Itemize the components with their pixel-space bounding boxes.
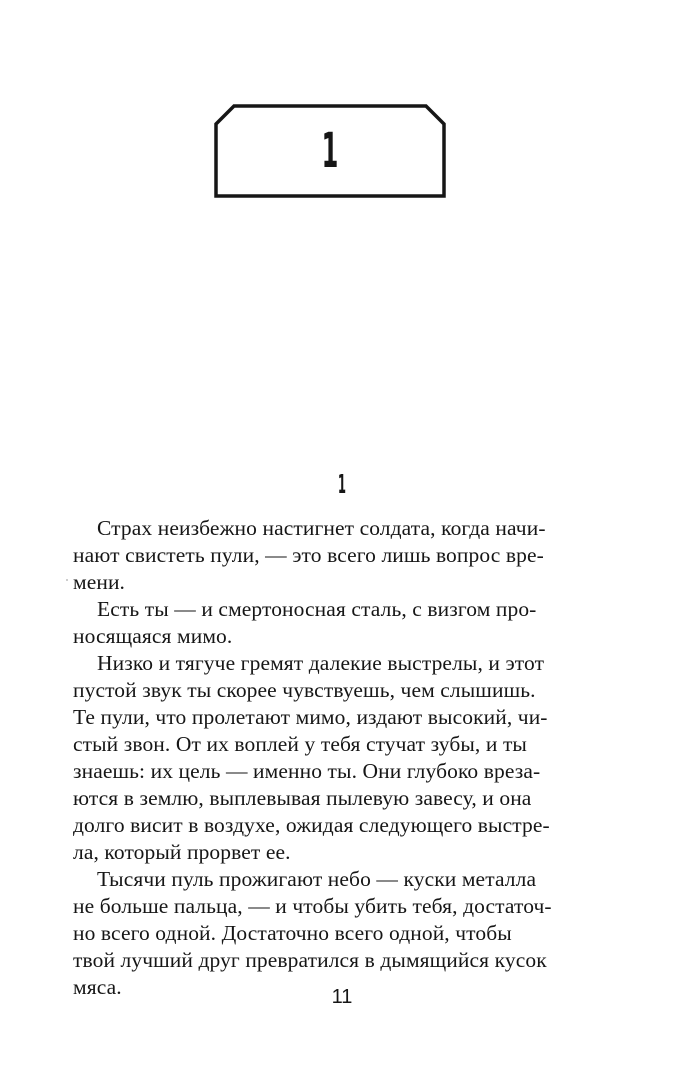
text-line: Низко и тягуче гремят далекие выстрелы, и этот [97, 651, 545, 675]
text-line: ла, который прорвет ее. [73, 840, 291, 864]
page-number: 11 [331, 986, 353, 1008]
text-line: мени. [73, 570, 126, 594]
chapter-number: 1 [321, 123, 339, 179]
body-text [73, 515, 594, 1001]
section-number: 1 [337, 470, 347, 500]
text-line: Те пули, что пролетают мимо, издают высокий, чи- [73, 705, 548, 729]
text-line: Тысячи пуль прожигают небо — куски металла [97, 867, 537, 891]
text-line: знаешь: их цель — именно ты. Они глубоко вреза- [73, 759, 541, 783]
text-line: пустой звук ты скорее чувствуешь, чем слышишь. [73, 678, 536, 702]
text-line: стый звон. От их воплей у тебя стучат зубы, и ты [73, 732, 527, 756]
text-line: ются в землю, выплевывая пылевую завесу, и она [73, 786, 532, 810]
text-line: Страх неизбежно настигнет солдата, когда начи- [97, 516, 546, 540]
text-line: носящаяся мимо. [73, 624, 233, 648]
text-line: не больше пальца, — и чтобы убить тебя, достаточ- [73, 894, 552, 918]
text-line: твой лучший друг превратился в дымящийся кусок [73, 948, 547, 972]
page-speck [66, 579, 68, 581]
text-line: Есть ты — и смертоносная сталь, с визгом про- [97, 597, 537, 621]
text-line: нают свистеть пули, — это всего лишь вопрос вре- [73, 543, 544, 567]
text-line: мяса. [73, 975, 122, 999]
text-line: долго висит в воздухе, ожидая следующего выстре- [73, 813, 550, 837]
text-line: но всего одной. Достаточно всего одной, чтобы [73, 921, 512, 945]
chapter-heading-frame [214, 104, 446, 198]
